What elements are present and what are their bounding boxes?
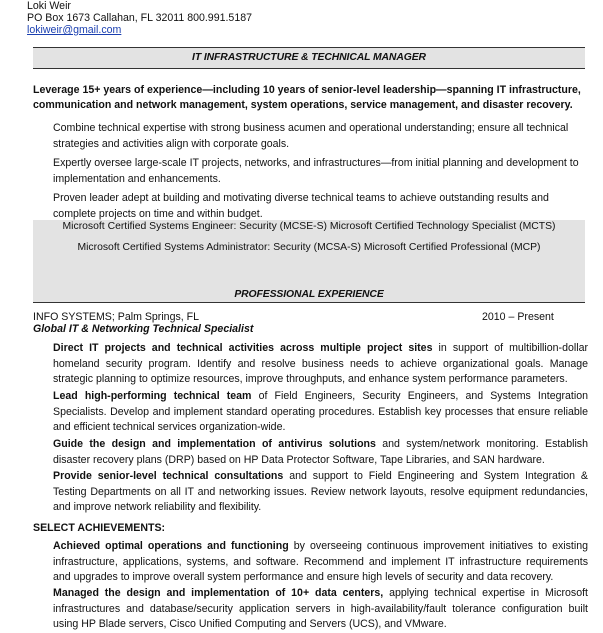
job-company: INFO SYSTEMS; Palm Springs, FL [33, 311, 200, 323]
duty-item [53, 389, 588, 436]
certification-line: Microsoft Certified Systems Engineer: Security (MCSE-S) Microsoft Certified Technology Specialist (MCTS) [62, 221, 556, 232]
contact-email-link[interactable]: lokiweir@gmail.com [27, 24, 122, 36]
duty-item [53, 437, 588, 468]
duty-text: of Field Engineers, Security Engineers, and Systems Integration Specialists. Develop and implement standard operating procedures. Establish key processes that ensure reliable and efficient technical services organization-wide. [53, 390, 588, 433]
title-bottom-rule [33, 68, 585, 69]
certification-line: Microsoft Certified Systems Administrator: Security (MCSA-S) Microsoft Certified Professional (MCP) [77, 242, 541, 253]
achievement-item [53, 586, 588, 633]
duty-text: and support to Field Engineering and System Integration & Testing Departments on all IT and networking issues. Review network layouts, resolve equipment redundancies, and improve network reliability and flexibility. [53, 470, 588, 513]
duty-item [53, 469, 588, 516]
experience-rule [33, 302, 585, 303]
job-dates: 2010 – Present [482, 311, 554, 323]
summary-point: Proven leader adept at building and motivating diverse technical teams to achieve outstanding results and complete projects on time and within budget. [53, 192, 549, 220]
summary-point: Expertly oversee large-scale IT projects, networks, and infrastructures—from initial planning and development to implementation and enhancements. [53, 157, 579, 185]
duty-lead: Direct IT projects and technical activities across multiple project sites [53, 342, 433, 354]
duty-lead: Provide senior-level technical consultations [53, 470, 284, 482]
achievement-text: applying technical expertise in Microsoft infrastructures and database/security application servers in high-availability/fault tolerance configuration built using HP Blade servers, Cisco Unified Computing and Servers (UCS), and VMware. [53, 587, 588, 630]
achievement-text: by overseeing continuous improvement initiatives to existing infrastructure, applications, systems, and software. Recommend and implement IT infrastructure requirements and upgrades to improve overall system performance and ensure high levels of security and data recovery. [53, 540, 588, 583]
achievement-lead: Managed the design and implementation of 10+ data centers, [53, 587, 384, 599]
achievement-lead: Achieved optimal operations and functioning [53, 540, 289, 552]
achievement-item [53, 539, 588, 586]
title-bar [33, 48, 585, 68]
duty-item [53, 341, 588, 388]
summary-intro: Leverage 15+ years of experience—including 10 years of senior-level leadership—spanning IT infrastructure, communication and network management, system operations, service management, and disaster recovery. [33, 84, 581, 111]
summary-point: Combine technical expertise with strong business acumen and operational understanding; ensure all technical strategies and activities align with corporate goals. [53, 122, 569, 150]
job-title: Global IT & Networking Technical Specialist [33, 323, 254, 335]
candidate-name: Loki Weir [27, 0, 71, 12]
duty-text: and system/network monitoring. Establish disaster recovery plans (DRP) based on HP Data Protector Software, Tape Libraries, and SAN hardware. [53, 438, 588, 466]
duty-text: in support of multibillion-dollar homeland security program. Identify and resolve business needs to achieve organizational goals. Manage strategic planning to optimize resources, improve throughputs, and enhance system performance parameters. [53, 342, 588, 385]
experience-header: PROFESSIONAL EXPERIENCE [234, 289, 384, 300]
duty-lead: Lead high-performing technical team [53, 390, 252, 402]
resume-title: IT INFRASTRUCTURE & TECHNICAL MANAGER [192, 52, 426, 63]
duty-lead: Guide the design and implementation of antivirus solutions [53, 438, 376, 450]
contact-address: PO Box 1673 Callahan, FL 32011 800.991.5187 [27, 12, 252, 24]
achievements-header: SELECT ACHIEVEMENTS: [33, 522, 166, 534]
